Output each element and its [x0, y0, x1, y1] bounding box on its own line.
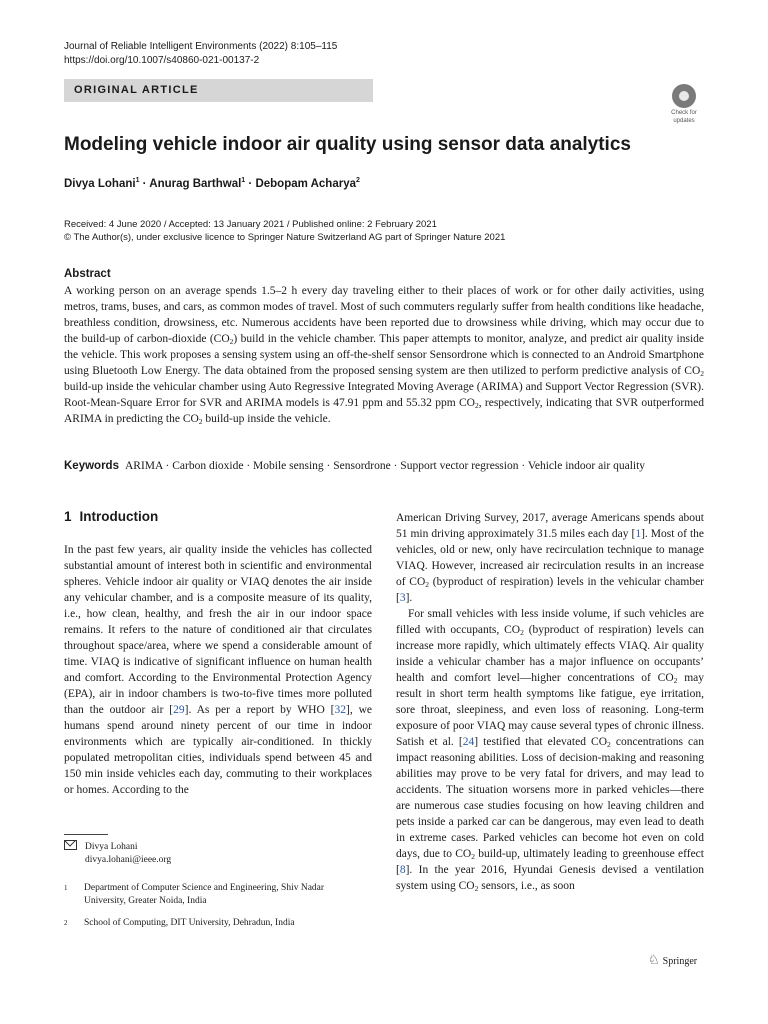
- section-number: 1: [64, 509, 72, 524]
- author-separator: ·: [139, 177, 150, 190]
- footnote-divider: [64, 834, 108, 835]
- dates-line: Received: 4 June 2020 / Accepted: 13 January 2021 / Published online: 2 February 2021: [64, 219, 437, 230]
- correspondence: [64, 840, 171, 867]
- publisher-name: Springer: [662, 956, 698, 967]
- keywords: [64, 460, 645, 472]
- author-name[interactable]: Divya Lohani: [64, 177, 136, 190]
- envelope-icon: [64, 840, 77, 850]
- affiliation: [64, 917, 354, 930]
- section-heading: [64, 509, 158, 524]
- journal-citation: Journal of Reliable Intelligent Environments (2022) 8:105–115: [64, 41, 338, 52]
- author-email[interactable]: divya.lohani@ieee.org: [85, 855, 172, 865]
- check-for-updates-line2: updates: [673, 118, 695, 124]
- citation-link[interactable]: 3: [399, 592, 406, 604]
- author-list: [64, 177, 360, 190]
- check-for-updates-badge[interactable]: [666, 84, 702, 124]
- article-title: Modeling vehicle indoor air quality using sensor data analytics: [64, 134, 631, 155]
- publisher-logo: [648, 952, 697, 968]
- author-affiliation-mark: 2: [356, 177, 360, 184]
- author-affiliation-mark: 1: [135, 177, 140, 184]
- intro-left-column: In the past few years, air quality inside the vehicles has collected substantial amount of interest both in scientific and environmental spheres. Vehicle indoor air quality or VIAQ denotes the air inside any vehicular chamber, and is a composite measure of its quality, i.e., how clean, healthy, and fresh the air in our indoor space remains. It refers to the nature of conditioned air that circulates throughout space/area, where we spend a considerable amount of time. VIAQ is indicative of significant influence on human health and comfort. According to the Environmental Protection Agency (EPA), air in indoor chambers is two-to-five times more polluted than the outdoor air [29]. As per a report by WHO [32], we humans spend around ninety percent of our time in indoor environments which are typically air-conditioned. In thickly populated metropolitan cities, individuals spend between 45 and 150 min inside vehicles each day, commuting to their workplaces or homes. According to the: [64, 544, 372, 796]
- affiliation: [64, 882, 354, 908]
- author-separator: ·: [245, 177, 256, 190]
- citation-link[interactable]: 32: [334, 704, 346, 716]
- intro-right-column: American Driving Survey, 2017, average Americans spends about 51 min driving approximately 31.5 miles each day [1]. Most of the vehicles, old or new, only have recirculation technique to manage VIAQ. However, increased air recirculation results in an increase of $CO_2$ (byproduct of respiration) levels in the vehicular chamber [3]. For small vehicles with less inside volume, if such vehicles are filled with occupants, $CO_2$ (byproduct of respiration) levels can increase more rapidly, which ultimately effects VIAQ. Air quality inside a vehicular chamber has a major influence on occupants’ health and comfort level—higher concentrations of $CO_2$ may result in short term health symptoms like fatigue, eye irritation, sore throat, sleepiness, and even loss of reasoning. Long-term exposure of poor VIAQ may cause several types of chronic illness. Satish et al. [24] testified that elevated $CO_2$ concentrations can impact reasoning abilities. Loss of decision-making and reasoning abilities may prove to be very fatal for drivers, and may lead to accidents. The situation worsens more in parked vehicles—there are numerous case studies focusing on how leaving children and pets inside a parked car can be dangerous, may even lead to death in extreme cases. Parked vehicles can become hot even on cold days, due to $CO_2$ build-up, ultimately leading to greenhouse effect [8]. In the year 2016, Hyundai Genesis devised a ventilation system using $CO_2$ sensors, i.e., as soon: [396, 512, 705, 893]
- citation-link[interactable]: 8: [399, 864, 406, 876]
- doi-link[interactable]: https://doi.org/10.1007/s40860-021-00137-2: [64, 55, 260, 66]
- springer-horse-icon: ♘: [648, 952, 660, 967]
- article-type-banner: ORIGINAL ARTICLE: [64, 79, 373, 102]
- citation-link[interactable]: 24: [462, 736, 475, 748]
- journal-header: [64, 40, 337, 68]
- corresponding-author: Divya Lohani: [85, 842, 138, 852]
- keywords-text: ARIMA · Carbon dioxide · Mobile sensing · Sensordrone · Support vector regression · Vehicle indoor air quality: [124, 460, 646, 472]
- affiliation-number: 2: [64, 919, 68, 927]
- affiliation-text: Department of Computer Science and Engineering, Shiv Nadar University, Greater Noida, India: [84, 883, 325, 906]
- citation-link[interactable]: 29: [173, 704, 185, 716]
- check-for-updates-line1: Check for: [671, 110, 697, 116]
- abstract-text: A working person on an average spends 1.5–2 h every day traveling either to their places of work or for other daily activities, using metros, trams, buses, and cars, as common modes of travel. Most of such commuters regularly suffer from health conditions like headache, breathless condition, drowsiness, etc. Numerous accidents have been reported due to drowsiness while driving, which may occur due to the build-up of carbon-dioxide $(CO_2)$ build in the vehicle chamber. This paper attempts to monitor, analyze, and predict air quality inside the vehicle. This work proposes a sensing system using an off-the-shelf sensor Sensordrone which is connected to an Android Smartphone using Bluetooth Low Energy. The data obtained from the proposed sensing system are then utilized to perform predictive analysis of $CO_2$ build-up inside the vehicular chamber using Auto Regressive Integrated Moving Average (ARIMA) and Support Vector Regression (SVR). Root-Mean-Square Error for SVR and ARIMA models is 47.91 ppm and 55.32 ppm $CO_2$, respectively, indicating that SVR outperformed ARIMA in predicting the $CO_2$ build-up inside the vehicle.: [64, 285, 704, 426]
- author-name[interactable]: Anurag Barthwal: [149, 177, 242, 190]
- copyright-line: © The Author(s), under exclusive licence to Springer Nature Switzerland AG part of Springer Nature 2021: [64, 232, 506, 243]
- affiliation-text: School of Computing, DIT University, Dehradun, India: [84, 918, 295, 928]
- keywords-label: Keywords: [64, 460, 119, 472]
- check-for-updates-icon: [672, 84, 696, 108]
- author-affiliation-mark: 1: [241, 177, 246, 184]
- citation-link[interactable]: 1: [635, 528, 642, 540]
- author-name[interactable]: Debopam Acharya: [255, 177, 356, 190]
- publication-dates: [64, 218, 505, 244]
- affiliation-number: 1: [64, 884, 68, 892]
- abstract-heading: Abstract: [64, 268, 111, 280]
- section-title: Introduction: [79, 509, 159, 524]
